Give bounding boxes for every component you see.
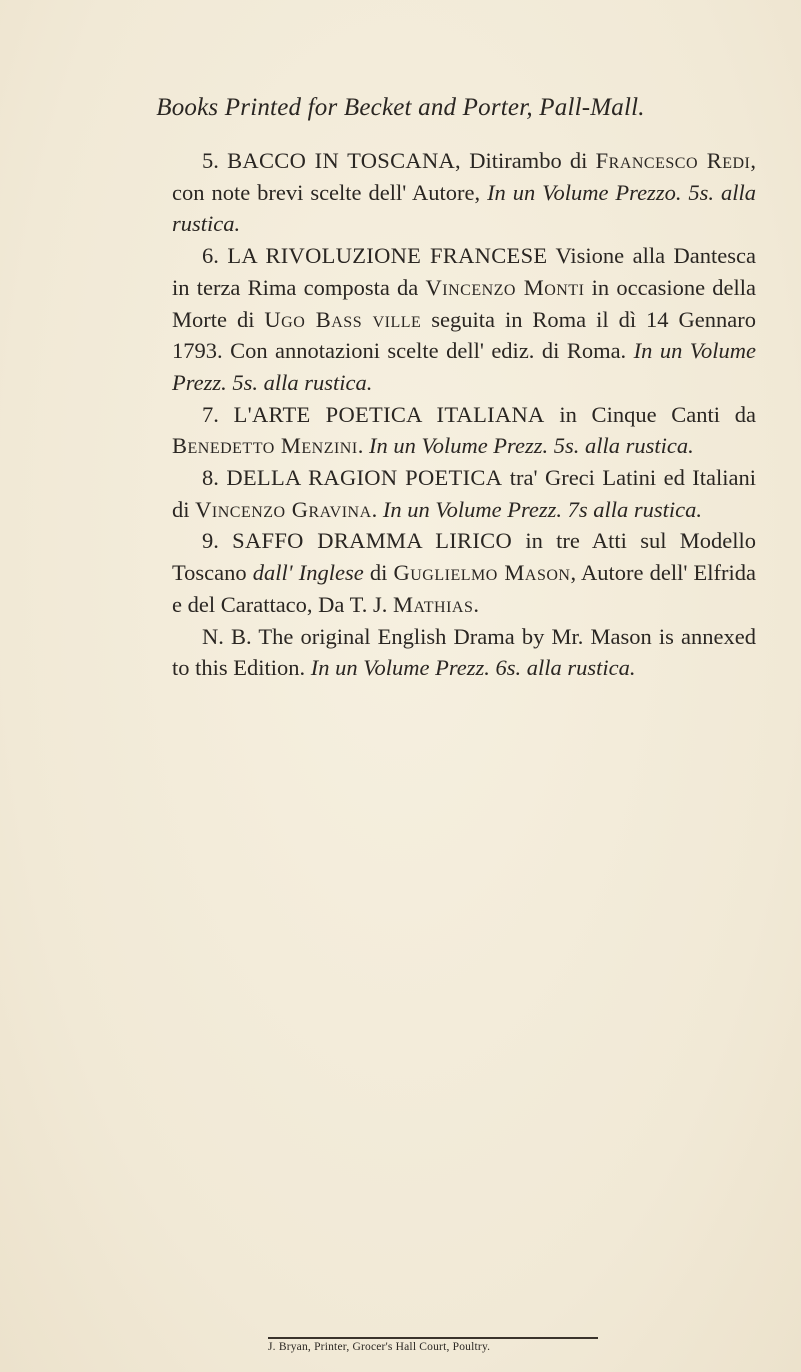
entry-title: SAFFO DRAMMA LIRICO	[232, 528, 513, 554]
entry-title: BACCO IN TOSCANA,	[227, 148, 461, 173]
entry-text: , con note brevi scelte dell' Autore,	[172, 148, 757, 205]
price-line: In un Volume Prezz. 5s. alla rustica.	[172, 338, 757, 395]
entry-number: 7.	[202, 401, 219, 427]
entry-title: L'ARTE POETICA ITALIANA	[233, 401, 545, 427]
entry-italic-text: dall' Inglese	[252, 560, 364, 586]
entry-text: , Autore dell' Elfrida e del Carattaco, Da T. J.	[172, 560, 757, 617]
price-line: In un Volume Prezz. 5s. alla rustica.	[368, 433, 694, 459]
entry-title: DELLA RAGION POETICA	[226, 465, 503, 491]
note-text: The original English Drama by Mr. Mason is annexed to this Edition.	[172, 623, 757, 681]
entry-text: in Cinque Canti da	[544, 401, 757, 427]
entry-text: .	[357, 433, 369, 459]
entry-text: tra' Greci Latini ed Italiani di	[172, 465, 756, 522]
entry-text: .	[371, 496, 383, 522]
catalogue-entries	[172, 145, 756, 684]
price-line: In un Volume Prezz. 6s. alla rustica.	[310, 655, 636, 681]
entry-number: 6.	[202, 243, 219, 269]
entry-text: in occasione della Morte di	[172, 274, 757, 332]
price-line: In un Volume Prezz. 7s alla rustica.	[382, 496, 703, 522]
catalogue-entry-9	[172, 525, 756, 620]
entry-title: LA RIVOLUZIONE FRANCESE	[227, 243, 548, 269]
entry-text: .	[473, 591, 479, 617]
running-header: Books Printed for Becket and Porter, Pall-Mall.	[156, 94, 645, 121]
entry-number: 8.	[202, 465, 219, 491]
entry-number: 9.	[202, 528, 219, 554]
author-name: Benedetto Menzini	[172, 433, 358, 459]
printer-imprint: J. Bryan, Printer, Grocer's Hall Court, Poultry.	[268, 1337, 598, 1353]
entry-text: Visione alla Dantesca in terza Rima composta da	[172, 243, 757, 300]
entry-text: in tre Atti sul Modello Toscano	[172, 528, 757, 586]
person-name: Mathias	[392, 591, 474, 617]
nota-bene	[172, 621, 756, 684]
author-name: Francesco Redi	[595, 148, 751, 173]
catalogue-entry-8	[172, 462, 756, 525]
note-lead: N. B.	[202, 623, 252, 649]
catalogue-entry-5	[172, 145, 756, 240]
entry-number: 5.	[202, 148, 219, 173]
person-name: Ugo Bass ville	[264, 306, 422, 332]
price-line: In un Volume Prezzo. 5s. alla rustica.	[172, 179, 756, 237]
entry-text: Ditirambo di	[460, 148, 596, 173]
catalogue-entry-7	[172, 399, 756, 462]
author-name: Vincenzo Monti	[425, 274, 585, 300]
author-name: Vincenzo Gravina	[195, 496, 372, 522]
catalogue-entry-6	[172, 240, 756, 399]
entry-text: seguita in Roma il dì 14 Gennaro 1793. Con annotazioni scelte dell' ediz. di Roma.	[172, 306, 756, 364]
entry-text: di	[363, 560, 394, 586]
author-name: Guglielmo Mason	[393, 560, 571, 586]
